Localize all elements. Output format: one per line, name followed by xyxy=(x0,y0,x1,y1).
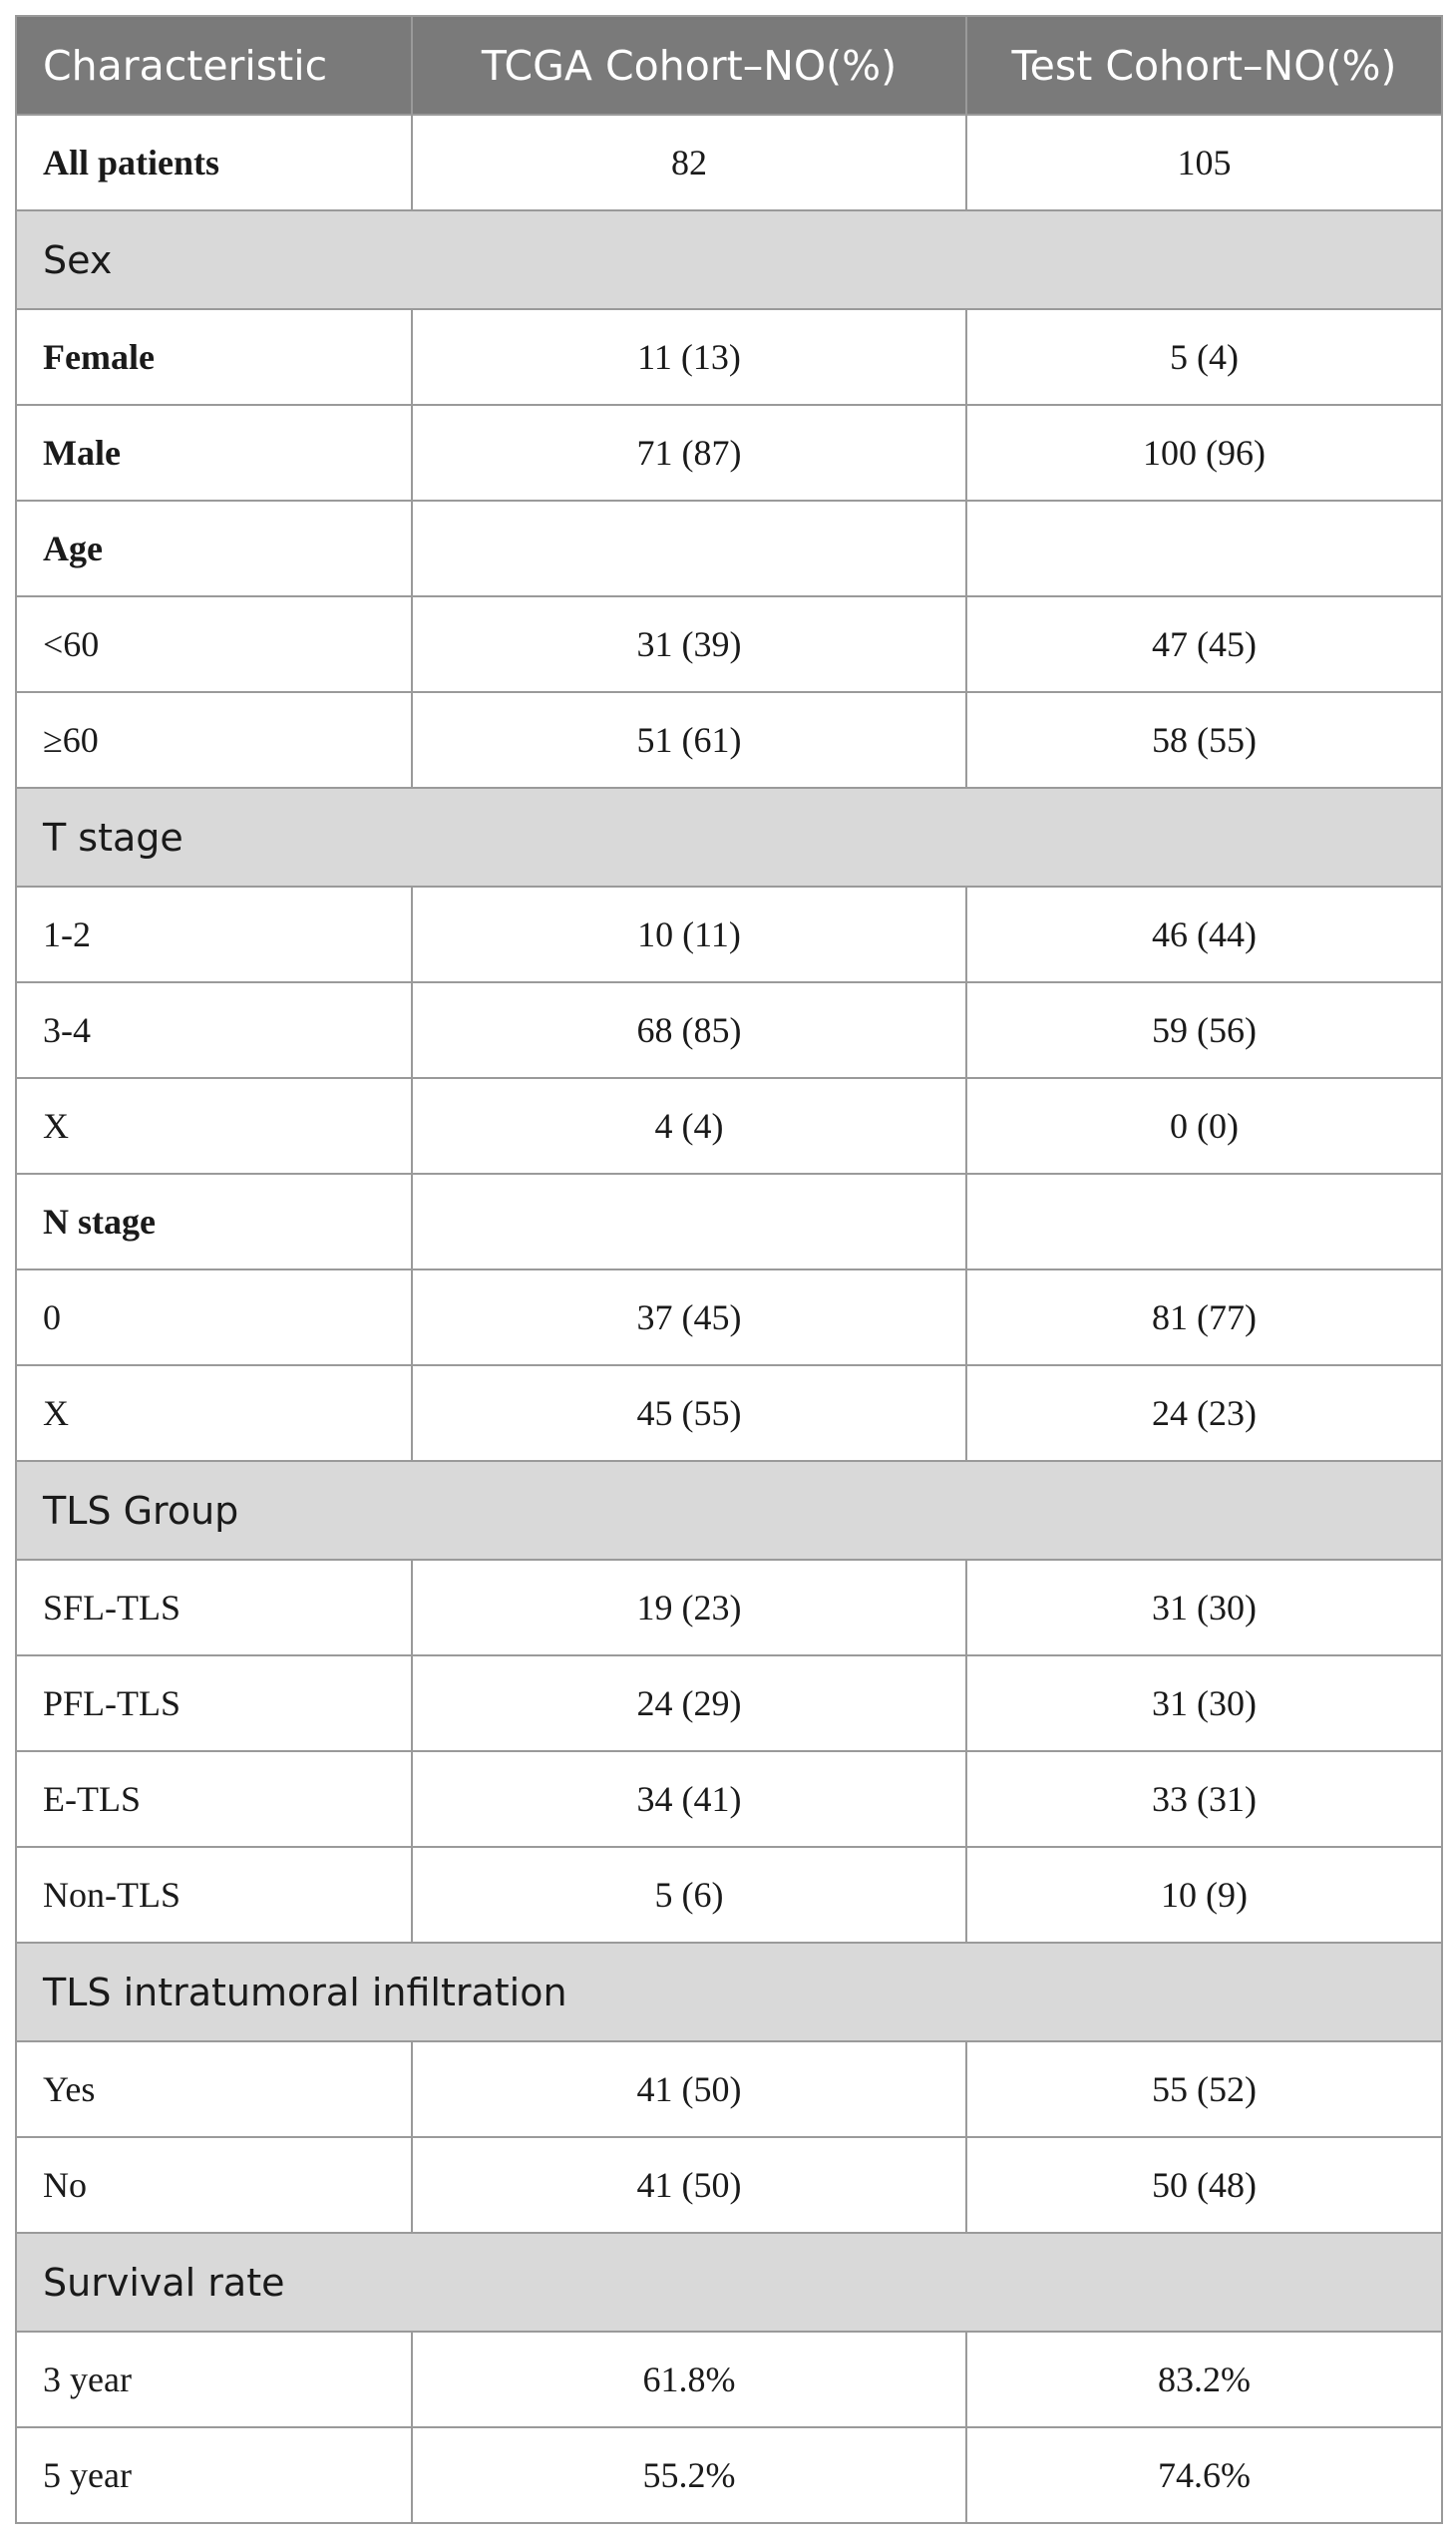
table-row xyxy=(16,1269,1442,1365)
section-row xyxy=(16,1461,1442,1560)
row-label: 5 year xyxy=(16,2427,412,2523)
test-value: 55 (52) xyxy=(966,2041,1442,2137)
test-value: 105 xyxy=(966,115,1442,210)
header-tcga-cohort: TCGA Cohort–NO(%) xyxy=(412,16,966,115)
section-label: T stage xyxy=(16,788,1442,887)
table-row xyxy=(16,1560,1442,1655)
table-header xyxy=(16,16,1442,115)
header-characteristic: Characteristic xyxy=(16,16,412,115)
tcga-value xyxy=(412,1174,966,1269)
tcga-value: 82 xyxy=(412,115,966,210)
tcga-value: 34 (41) xyxy=(412,1751,966,1847)
test-value: 46 (44) xyxy=(966,887,1442,982)
test-value: 31 (30) xyxy=(966,1655,1442,1751)
row-label: SFL-TLS xyxy=(16,1560,412,1655)
row-label: Age xyxy=(16,501,412,596)
section-label: TLS intratumoral infiltration xyxy=(16,1943,1442,2041)
table-row xyxy=(16,1847,1442,1943)
table-row xyxy=(16,405,1442,501)
row-label: 0 xyxy=(16,1269,412,1365)
tcga-value: 45 (55) xyxy=(412,1365,966,1461)
table-row xyxy=(16,692,1442,788)
table-row xyxy=(16,596,1442,692)
row-label: Non-TLS xyxy=(16,1847,412,1943)
row-label: 1-2 xyxy=(16,887,412,982)
test-value: 31 (30) xyxy=(966,1560,1442,1655)
tcga-value: 11 (13) xyxy=(412,309,966,405)
test-value: 83.2% xyxy=(966,2332,1442,2427)
test-value: 47 (45) xyxy=(966,596,1442,692)
test-value xyxy=(966,501,1442,596)
test-value: 100 (96) xyxy=(966,405,1442,501)
tcga-value: 37 (45) xyxy=(412,1269,966,1365)
table-row xyxy=(16,2137,1442,2233)
test-value: 74.6% xyxy=(966,2427,1442,2523)
test-value: 58 (55) xyxy=(966,692,1442,788)
table-row xyxy=(16,115,1442,210)
row-label: 3-4 xyxy=(16,982,412,1078)
section-label: Survival rate xyxy=(16,2233,1442,2332)
test-value xyxy=(966,1174,1442,1269)
tcga-value: 4 (4) xyxy=(412,1078,966,1174)
tcga-value: 10 (11) xyxy=(412,887,966,982)
tcga-value: 71 (87) xyxy=(412,405,966,501)
characteristics-table xyxy=(15,15,1443,2524)
test-value: 33 (31) xyxy=(966,1751,1442,1847)
row-label: ≥60 xyxy=(16,692,412,788)
section-row xyxy=(16,2233,1442,2332)
row-label: Male xyxy=(16,405,412,501)
tcga-value: 51 (61) xyxy=(412,692,966,788)
tcga-value: 55.2% xyxy=(412,2427,966,2523)
section-label: TLS Group xyxy=(16,1461,1442,1560)
row-label: No xyxy=(16,2137,412,2233)
table-row xyxy=(16,1365,1442,1461)
test-value: 50 (48) xyxy=(966,2137,1442,2233)
row-label: N stage xyxy=(16,1174,412,1269)
test-value: 81 (77) xyxy=(966,1269,1442,1365)
table-row xyxy=(16,2041,1442,2137)
table-row xyxy=(16,501,1442,596)
row-label: <60 xyxy=(16,596,412,692)
section-label: Sex xyxy=(16,210,1442,309)
test-value: 24 (23) xyxy=(966,1365,1442,1461)
test-value: 5 (4) xyxy=(966,309,1442,405)
tcga-value: 24 (29) xyxy=(412,1655,966,1751)
row-label: X xyxy=(16,1365,412,1461)
table-row xyxy=(16,2427,1442,2523)
row-label: PFL-TLS xyxy=(16,1655,412,1751)
tcga-value: 41 (50) xyxy=(412,2041,966,2137)
row-label: Yes xyxy=(16,2041,412,2137)
tcga-value: 41 (50) xyxy=(412,2137,966,2233)
table-row xyxy=(16,1174,1442,1269)
test-value: 0 (0) xyxy=(966,1078,1442,1174)
section-row xyxy=(16,788,1442,887)
row-label: E-TLS xyxy=(16,1751,412,1847)
tcga-value xyxy=(412,501,966,596)
row-label: 3 year xyxy=(16,2332,412,2427)
header-test-cohort: Test Cohort–NO(%) xyxy=(966,16,1442,115)
tcga-value: 19 (23) xyxy=(412,1560,966,1655)
row-label: X xyxy=(16,1078,412,1174)
tcga-value: 61.8% xyxy=(412,2332,966,2427)
table-row xyxy=(16,1751,1442,1847)
table-body xyxy=(16,115,1442,2523)
table-row xyxy=(16,1655,1442,1751)
tcga-value: 31 (39) xyxy=(412,596,966,692)
header-row xyxy=(16,16,1442,115)
table-row xyxy=(16,1078,1442,1174)
row-label: All patients xyxy=(16,115,412,210)
section-row xyxy=(16,210,1442,309)
tcga-value: 5 (6) xyxy=(412,1847,966,1943)
table-row xyxy=(16,309,1442,405)
test-value: 10 (9) xyxy=(966,1847,1442,1943)
row-label: Female xyxy=(16,309,412,405)
table-row xyxy=(16,887,1442,982)
table-row xyxy=(16,2332,1442,2427)
table-row xyxy=(16,982,1442,1078)
section-row xyxy=(16,1943,1442,2041)
test-value: 59 (56) xyxy=(966,982,1442,1078)
tcga-value: 68 (85) xyxy=(412,982,966,1078)
